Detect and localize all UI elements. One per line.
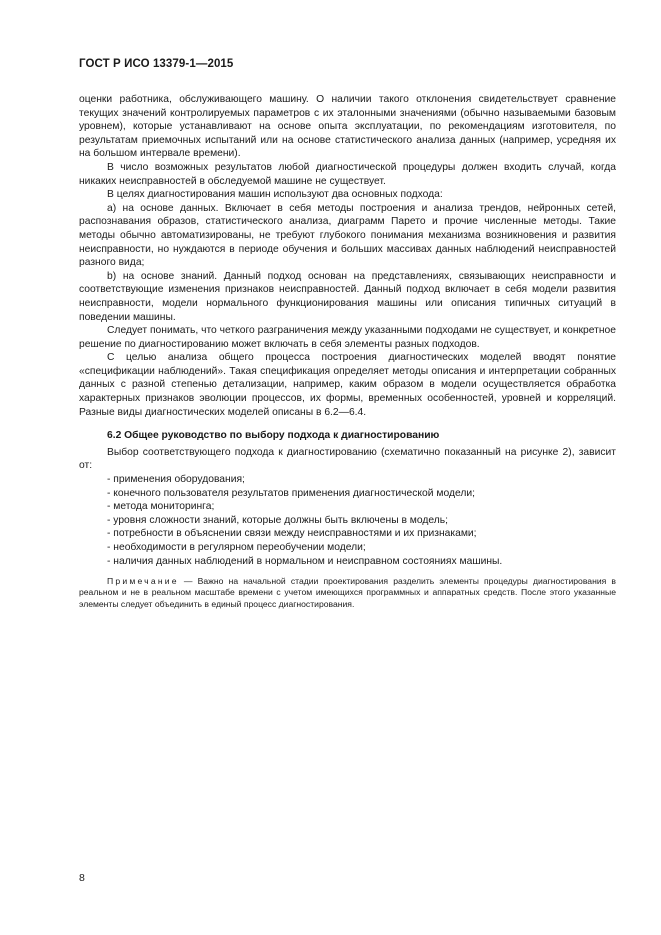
paragraph-observation-spec: С целью анализа общего процесса построения диагностических моделей вводят понятие «спецификации наблюдений». Такая спецификация определяет методы описания и интерпретации собранных данных с разной степенью детализации, например, каким образом в модели осуществляется обработка характерных признаков эволюции процессов, их формы, временных особенностей, уровней и корреляций. Разные виды диагностических моделей описаны в 6.2—6.4. — [79, 352, 616, 418]
list-item: - применения оборудования; — [107, 474, 245, 486]
section-heading: 6.2 Общее руководство по выбору подхода к диагностированию — [107, 430, 440, 442]
note — [79, 576, 616, 610]
list-item: - уровня сложности знаний, которые должны быть включены в модель; — [107, 514, 449, 526]
list-item: - потребности в объяснении связи между неисправностями и их признаками; — [107, 528, 477, 540]
list-item: - необходимости в регулярном переобучении модели; — [107, 542, 366, 553]
paragraph-no-faults: В число возможных результатов любой диагностической процедуры должен входить случай, когда никаких неисправностей в обследуемой машине не существует. — [79, 161, 616, 187]
page-number: 8 — [79, 872, 85, 884]
paragraph-continuation: оценки работника, обслуживающего машину. О наличии такого отклонения свидетельствует сравнение текущих значений контролируемых параметров с их эталонными значениями (обычно называемыми базовым уровнем), которые устанавливают на основе опыта эксплуатации, по рекомендациям изготовителя, по результатам приемочных испытаний или на основе статистического анализа данных (например, усредняя их на большом интервале времени). — [79, 94, 616, 160]
list-item: - метода мониторинга; — [107, 501, 215, 513]
list-item: - конечного пользователя результатов применения диагностической модели; — [107, 487, 475, 499]
section-intro: Выбор соответствующего подхода к диагностированию (схематично показанный на рисунке 2), зависит от: — [79, 446, 616, 472]
paragraph-two-approaches: В целях диагностирования машин используют два основных подхода: — [107, 189, 443, 201]
criteria-list — [79, 473, 616, 568]
note-text: — Важно на начальной стадии проектирования разделить элементы процедуры диагностирования в реальном и не в реальном масштабе времени с учетом имеющихся программных и аппаратных средств. После этого указанные элементы следует объединить в единый процесс диагностирования. — [79, 576, 616, 609]
note-label: Примечание — [107, 576, 179, 587]
list-item: - наличия данных наблюдений в нормальном и неисправном состояниях машины. — [107, 555, 503, 567]
paragraph-no-clear-boundary: Следует понимать, что четкого разграничения между указанными подходами не существует, и конкретное решение по диагностированию может включать в себя элементы разных подходов. — [79, 325, 616, 350]
document-header: ГОСТ Р ИСО 13379-1—2015 — [79, 58, 234, 70]
page-body — [79, 93, 616, 610]
paragraph-knowledge-approach: b) на основе знаний. Данный подход основан на представлениях, связывающих неисправности и соответствующие изменения признаков неисправностей. Данный подход включает в себя модели развития неисправности, модели нормального функционирования машины или описания типичных ситуаций в поведении машины. — [79, 270, 616, 323]
paragraph-data-approach: а) на основе данных. Включает в себя методы построения и анализа трендов, нейронных сетей, распознавания образов, статистического анализа, диаграмм Парето и прочие численные методы. Такие методы обычно автоматизированы, не требуют глубокого понимания механизма возникновения и развития неисправности, но нуждаются в периоде обучения и больших массивах данных наблюдений неисправностей разного вида; — [79, 202, 616, 269]
